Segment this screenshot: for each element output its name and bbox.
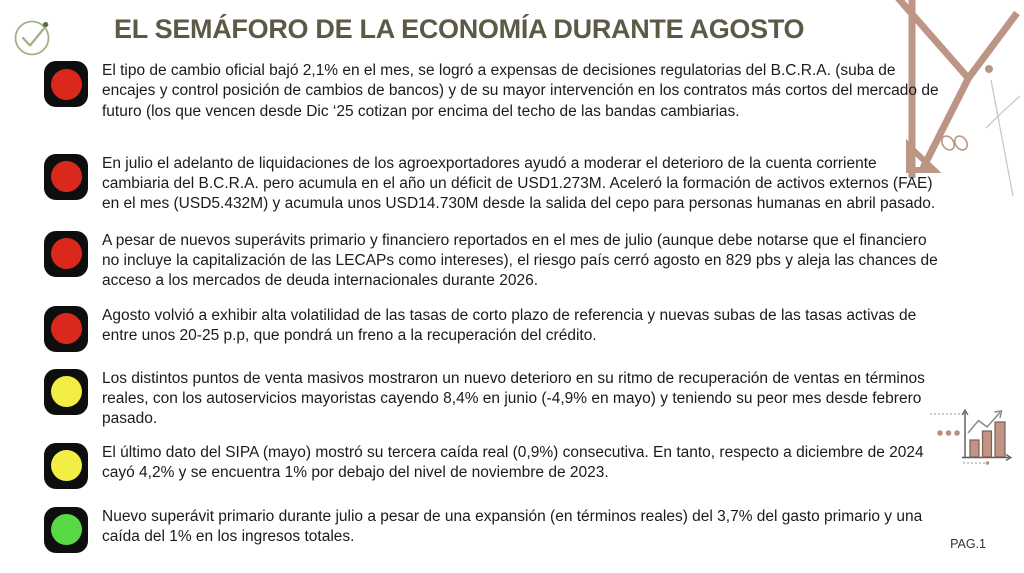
page-number: PAG.1 — [950, 537, 986, 551]
traffic-light-bulb — [51, 514, 82, 545]
traffic-light-yellow — [44, 443, 88, 489]
item-text: Los distintos puntos de venta masivos mostraron un nuevo deterioro en su ritmo de recuperación de ventas en términos reales, con los autoservicios mayoristas cayendo 8,4% en junio (-4,9% en mayo) y teniendo su peor mes desde febrero pasado. — [102, 369, 925, 428]
traffic-light-bulb — [51, 376, 82, 407]
bar-chart-growth-icon — [925, 400, 1024, 472]
item-text: El último dato del SIPA (mayo) mostró su tercera caída real (0,9%) consecutiva. En tanto, respecto a diciembre de 2024 cayó 4,2% y se encuentra 1% por debajo del nivel de noviembre de 2023. — [102, 443, 924, 481]
item-text: Agosto volvió a exhibir alta volatilidad de las tasas de corto plazo de referencia y nuevas subas de las tasas activas de entre unos 20-25 p.p, que pondrá un freno a la recuperación del crédito. — [102, 306, 917, 344]
traffic-light-red — [44, 61, 88, 107]
list-item — [44, 231, 944, 292]
traffic-light-red — [44, 231, 88, 277]
traffic-light-yellow — [44, 369, 88, 415]
traffic-light-bulb — [51, 238, 82, 269]
check-circle-icon — [7, 10, 57, 60]
traffic-light-bulb — [51, 313, 82, 344]
traffic-light-red — [44, 306, 88, 352]
traffic-light-bulb — [51, 69, 82, 100]
item-text: Nuevo superávit primario durante julio a pesar de una expansión (en términos reales) del 3,7% del gasto primario y una caída del 1% en los ingresos totales. — [102, 507, 923, 545]
semaforo-list — [44, 61, 944, 553]
list-item — [44, 61, 944, 122]
list-item — [44, 306, 944, 352]
traffic-light-green — [44, 507, 88, 553]
list-item — [44, 507, 944, 553]
page-title: EL SEMÁFORO DE LA ECONOMÍA DURANTE AGOSTO — [114, 14, 805, 44]
item-text: El tipo de cambio oficial bajó 2,1% en el mes, se logró a expensas de decisiones regulatorias del B.C.R.A. (suba de encajes y control posición de cambios de bancos) y de su mayor intervención en los contratos más cortos del mercado de futuro (los que vencen desde Dic ‘25 cotizan por encima del techo de las bandas cambiarias. — [102, 62, 939, 120]
item-text: A pesar de nuevos superávits primario y financiero reportados en el mes de julio (aunque debe notarse que el financiero no incluye la capitalización de las LECAPs como intereses), el riesgo país cerró agosto en 829 pbs y aleja las chances de acceso a los mercados de deuda internacionales durante 2026. — [102, 231, 938, 290]
traffic-light-red — [44, 154, 88, 200]
list-item — [44, 443, 944, 489]
item-text: En julio el adelanto de liquidaciones de los agroexportadores ayudó a moderar el deterioro de la cuenta corriente cambiaria del B.C.R.A. pero acumula en el año un déficit de USD1.273M. Aceleró la formación de activos externos (FAE) en el mes (USD5.432M) y acumula unos USD14.730M desde la salida del cepo para personas humanas en abril pasado. — [102, 154, 936, 213]
list-item — [44, 154, 944, 215]
traffic-light-bulb — [51, 161, 82, 192]
list-item — [44, 369, 944, 430]
traffic-light-bulb — [51, 450, 82, 481]
